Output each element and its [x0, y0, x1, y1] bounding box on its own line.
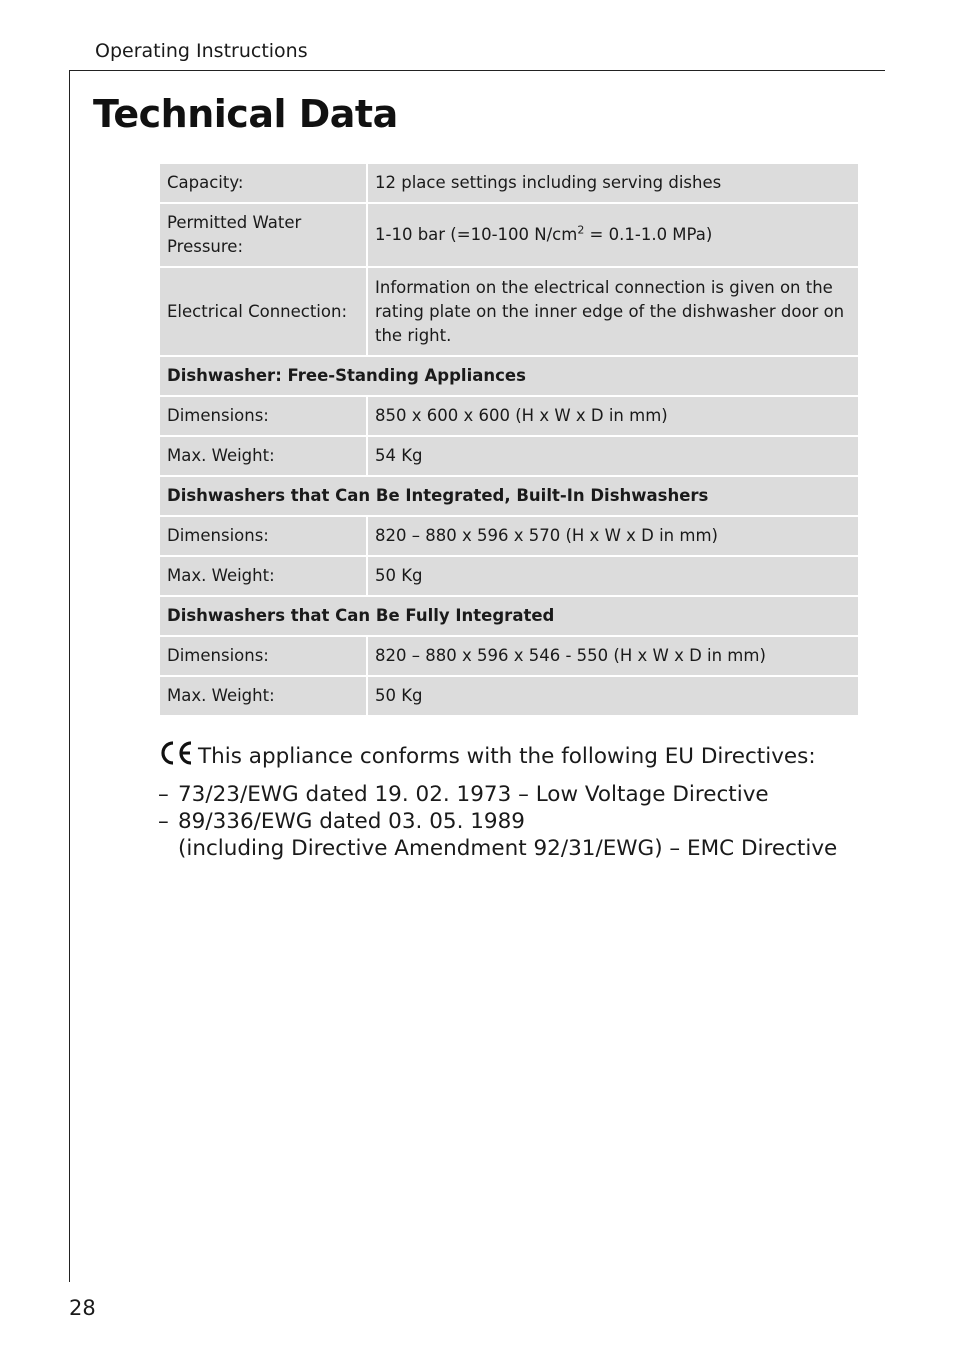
integrated-heading: Dishwashers that Can Be Integrated, Built-In Dishwashers — [160, 477, 858, 515]
conformity-intro — [158, 740, 858, 773]
capacity-value: 12 place settings including serving dishes — [368, 164, 858, 202]
header-rule — [69, 70, 885, 71]
integrated-weight-value: 50 Kg — [368, 557, 858, 595]
table-row — [160, 517, 858, 555]
capacity-label: Capacity: — [160, 164, 366, 202]
ce-mark-icon — [158, 740, 194, 773]
integrated-dimensions-value: 820 – 880 x 596 x 570 (H x W x D in mm) — [368, 517, 858, 555]
table-row — [160, 268, 858, 355]
directive-low-voltage: 73/23/EWG dated 19. 02. 1973 – Low Voltage Directive — [178, 782, 769, 807]
conformity-intro-text: This appliance conforms with the following EU Directives: — [198, 744, 816, 769]
table-row — [160, 204, 858, 266]
free-standing-weight-label: Max. Weight: — [160, 437, 366, 475]
electrical-connection-value: Information on the electrical connection is given on the rating plate on the inner edge of the dishwasher door on the right. — [368, 268, 858, 355]
fully-integrated-dimensions-label: Dimensions: — [160, 637, 366, 675]
table-row — [160, 437, 858, 475]
free-standing-dimensions-value: 850 x 600 x 600 (H x W x D in mm) — [368, 397, 858, 435]
section-heading-row — [160, 357, 858, 395]
page-number: 28 — [69, 1296, 96, 1320]
water-pressure-value-main: 1-10 bar (=10-100 N/cm — [375, 225, 578, 244]
water-pressure-label: Permitted Water Pressure: — [160, 204, 366, 266]
fully-integrated-dimensions-value: 820 – 880 x 596 x 546 - 550 (H x W x D in mm) — [368, 637, 858, 675]
table-row — [160, 397, 858, 435]
margin-rule — [69, 70, 70, 1282]
table-row — [160, 557, 858, 595]
water-pressure-value — [368, 204, 858, 266]
directive-emc-line-2: (including Directive Amendment 92/31/EWG) – EMC Directive — [178, 836, 838, 861]
fully-integrated-heading: Dishwashers that Can Be Fully Integrated — [160, 597, 858, 635]
table-row — [160, 677, 858, 715]
fully-integrated-weight-label: Max. Weight: — [160, 677, 366, 715]
integrated-dimensions-label: Dimensions: — [160, 517, 366, 555]
fully-integrated-weight-value: 50 Kg — [368, 677, 858, 715]
directive-item — [158, 808, 858, 862]
section-heading-row — [160, 597, 858, 635]
water-pressure-superscript: 2 — [577, 223, 585, 237]
directive-item — [158, 781, 858, 808]
page-title: Technical Data — [93, 92, 398, 136]
free-standing-dimensions-label: Dimensions: — [160, 397, 366, 435]
conformity-section — [158, 740, 858, 862]
list-dash: – — [158, 809, 169, 834]
table-row — [160, 164, 858, 202]
free-standing-weight-value: 54 Kg — [368, 437, 858, 475]
table-row — [160, 637, 858, 675]
section-heading-row — [160, 477, 858, 515]
electrical-connection-label: Electrical Connection: — [160, 268, 366, 355]
directive-emc-line-1: 89/336/EWG dated 03. 05. 1989 — [178, 809, 525, 834]
integrated-weight-label: Max. Weight: — [160, 557, 366, 595]
free-standing-heading: Dishwasher: Free-Standing Appliances — [160, 357, 858, 395]
technical-data-table — [158, 162, 860, 717]
running-header: Operating Instructions — [95, 40, 308, 62]
water-pressure-value-tail: = 0.1-1.0 MPa) — [584, 225, 713, 244]
list-dash: – — [158, 782, 169, 807]
